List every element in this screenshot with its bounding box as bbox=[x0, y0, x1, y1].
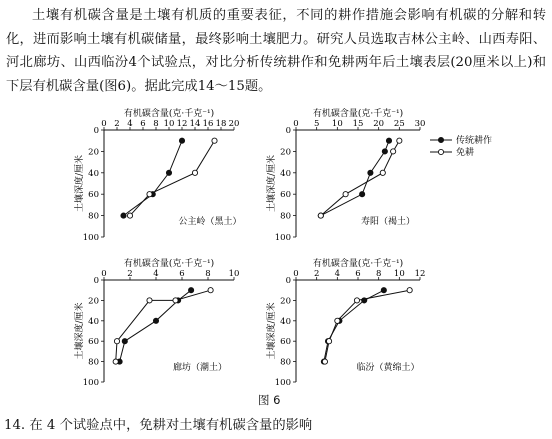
y-tick-label: 20 bbox=[280, 296, 291, 307]
x-tick-label: 10 bbox=[393, 269, 405, 279]
x-tick-label: 20 bbox=[228, 119, 240, 129]
figure-caption: 图 6 bbox=[258, 393, 281, 407]
x-tick-label: 4 bbox=[127, 119, 133, 129]
question-14: 14. 在 4 个试验点中，免耕对土壤有机碳含量的影响 bbox=[4, 418, 313, 433]
data-point bbox=[179, 138, 184, 143]
series-line bbox=[130, 141, 215, 216]
data-point bbox=[121, 213, 126, 218]
data-point bbox=[166, 170, 171, 175]
y-tick-label: 60 bbox=[88, 337, 99, 348]
data-point bbox=[192, 170, 197, 175]
y-tick-label: 100 bbox=[274, 233, 291, 243]
y-tick-label: 0 bbox=[93, 126, 99, 136]
x-tick-label: 20 bbox=[373, 119, 385, 129]
y-tick-label: 40 bbox=[88, 168, 99, 179]
y-tick-label: 80 bbox=[88, 357, 99, 368]
data-point bbox=[173, 298, 178, 303]
x-tick-label: 0 bbox=[101, 119, 107, 129]
data-point bbox=[382, 149, 387, 154]
x-tick-label: 12 bbox=[176, 119, 188, 129]
series-line bbox=[124, 141, 183, 216]
y-tick-label: 20 bbox=[88, 296, 99, 307]
x-tick-label: 2 bbox=[127, 269, 133, 279]
y-tick-label: 20 bbox=[280, 147, 291, 158]
x-tick-label: 10 bbox=[228, 269, 240, 279]
series-line bbox=[324, 290, 384, 361]
data-point bbox=[335, 318, 340, 323]
site-label: 临汾（黄绵土） bbox=[356, 363, 420, 373]
data-point bbox=[147, 298, 152, 303]
data-point bbox=[397, 138, 402, 143]
y-tick-label: 20 bbox=[88, 147, 99, 158]
chart-panel bbox=[73, 257, 239, 388]
y-tick-label: 100 bbox=[82, 378, 99, 388]
data-point bbox=[114, 339, 119, 344]
x-tick-label: 30 bbox=[414, 119, 426, 129]
data-point bbox=[153, 318, 158, 323]
x-tick-label: 4 bbox=[334, 269, 341, 279]
data-point bbox=[380, 170, 385, 175]
data-point bbox=[127, 213, 132, 218]
x-tick-label: 4 bbox=[153, 269, 159, 279]
y-tick-label: 40 bbox=[280, 316, 291, 327]
x-tick-label: 2 bbox=[114, 119, 120, 129]
y-tick-label: 60 bbox=[280, 190, 291, 201]
y-axis-title: 土壤深度/厘米 bbox=[75, 154, 85, 213]
y-axis-title: 土壤深度/厘米 bbox=[267, 154, 277, 213]
data-point bbox=[343, 192, 348, 197]
site-label: 寿阳（褐土） bbox=[360, 217, 416, 227]
data-point bbox=[354, 298, 359, 303]
data-point bbox=[318, 213, 323, 218]
y-tick-label: 40 bbox=[280, 168, 291, 179]
chart-panel bbox=[265, 107, 425, 243]
legend-label: 传统耕作 bbox=[456, 136, 493, 146]
y-tick-label: 80 bbox=[280, 357, 291, 368]
x-tick-label: 6 bbox=[140, 119, 146, 129]
x-tick-label: 8 bbox=[205, 269, 211, 279]
data-point bbox=[407, 288, 412, 293]
x-tick-label: 14 bbox=[189, 119, 201, 129]
x-tick-label: 8 bbox=[153, 119, 159, 129]
x-tick-label: 18 bbox=[215, 119, 227, 129]
x-axis-title: 有机碳含量(克·千克⁻¹) bbox=[312, 259, 404, 269]
data-point bbox=[326, 339, 331, 344]
chart-panel bbox=[73, 107, 242, 243]
legend-label: 免耕 bbox=[456, 148, 475, 158]
x-tick-label: 6 bbox=[179, 269, 185, 279]
site-label: 公主岭（黑土） bbox=[178, 217, 242, 227]
x-tick-label: 0 bbox=[293, 269, 299, 279]
data-point bbox=[212, 138, 217, 143]
y-axis-title: 土壤深度/厘米 bbox=[267, 302, 277, 360]
x-tick-label: 10 bbox=[163, 119, 175, 129]
y-tick-label: 100 bbox=[274, 378, 291, 388]
data-point bbox=[386, 138, 391, 143]
data-point bbox=[381, 288, 386, 293]
series-line bbox=[116, 290, 211, 361]
data-point bbox=[189, 288, 194, 293]
x-tick-label: 16 bbox=[202, 119, 214, 129]
x-tick-label: 15 bbox=[352, 119, 364, 129]
x-tick-label: 25 bbox=[393, 119, 405, 129]
series-line bbox=[325, 290, 410, 361]
chart-panel bbox=[265, 257, 425, 388]
x-tick-label: 12 bbox=[414, 269, 426, 279]
legend-marker bbox=[438, 149, 443, 154]
x-tick-label: 0 bbox=[101, 269, 107, 279]
x-axis-title: 有机碳含量(克·千克⁻¹) bbox=[123, 259, 215, 269]
data-point bbox=[122, 339, 127, 344]
x-tick-label: 5 bbox=[313, 119, 320, 129]
data-point bbox=[368, 170, 373, 175]
y-tick-label: 80 bbox=[88, 211, 99, 222]
y-tick-label: 0 bbox=[285, 276, 291, 286]
data-point bbox=[391, 149, 396, 154]
y-axis-title: 土壤深度/厘米 bbox=[75, 302, 85, 360]
x-tick-label: 8 bbox=[375, 269, 382, 279]
x-tick-label: 2 bbox=[313, 269, 320, 279]
data-point bbox=[360, 192, 365, 197]
x-axis-title: 有机碳含量(克·千克⁻¹) bbox=[312, 109, 404, 119]
x-tick-label: 0 bbox=[293, 119, 299, 129]
data-point bbox=[208, 288, 213, 293]
y-tick-label: 60 bbox=[280, 337, 291, 348]
y-tick-label: 40 bbox=[88, 316, 99, 327]
series-line bbox=[321, 141, 389, 216]
x-tick-label: 6 bbox=[355, 269, 361, 279]
legend bbox=[430, 134, 492, 158]
data-point bbox=[322, 359, 327, 364]
y-tick-label: 0 bbox=[285, 126, 291, 136]
y-tick-label: 100 bbox=[82, 233, 99, 243]
legend-marker bbox=[438, 137, 443, 142]
intro-text: 土壤有机碳含量是土壤有机质的重要表征，不同的耕作措施会影响有机碳的分解和转化，进而影响土壤有机碳储量，最终影响土壤肥力。研究人员选取吉林公主岭、山西寿阳、河北廊坊、山西临汾4个试验点，对比分析传统耕作和免耕两年后土壤表层(20厘米以上)和下层有机碳含量(图6)。据此完成14～15题。 bbox=[6, 8, 546, 94]
data-point bbox=[147, 192, 152, 197]
data-point bbox=[113, 359, 118, 364]
y-tick-label: 60 bbox=[88, 190, 99, 201]
x-tick-label: 10 bbox=[331, 119, 343, 129]
y-tick-label: 0 bbox=[93, 276, 99, 286]
x-axis-title: 有机碳含量(克·千克⁻¹) bbox=[123, 109, 215, 119]
y-tick-label: 80 bbox=[280, 211, 291, 222]
site-label: 廊坊（潮土） bbox=[172, 363, 228, 373]
